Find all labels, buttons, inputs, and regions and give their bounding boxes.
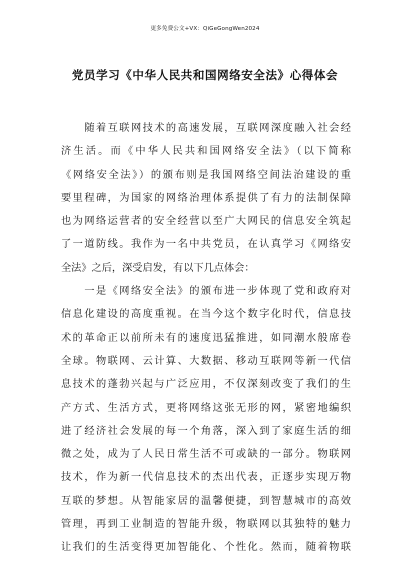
text-line: 技术，作为新一代信息技术的杰出代表，正逐步实现万物 [61, 472, 351, 484]
text-line: 济生活。而《中华人民共和国网络安全法》（以下简称 [61, 146, 351, 158]
document-title: 党员学习《中华人民共和国网络安全法》心得体会 [71, 68, 339, 82]
paragraph-2 [61, 280, 351, 560]
text-line: 了一道防线。我作为一名中共党员，在认真学习《网络安 [61, 239, 351, 251]
text-line: 让我们的生活变得更加智能化、个性化。然而，随着物联 [61, 542, 351, 554]
text-line: 术的革命正以前所未有的速度迅猛推进，如同潮水般席卷 [61, 332, 351, 344]
paragraph-1 [61, 117, 351, 280]
header-note: 更多免费公文+VX：QiGeGongWen2024 [150, 26, 260, 32]
text-line: 一是《网络安全法》的颁布进一步体现了党和政府对 [61, 286, 351, 298]
text-line: 微之处，成为了人民日常生活不可或缺的一部分。物联网 [61, 449, 351, 461]
text-line: 息技术的蓬勃兴起与广泛应用，不仅深刻改变了我们的生 [61, 379, 351, 391]
text-line: 产方式、生活方式，更将网络这张无形的网，紧密地编织 [61, 402, 351, 414]
text-line: 全球。物联网、云计算、大数据、移动互联网等新一代信 [61, 355, 351, 367]
text-line: 也为网络运营者的安全经营以至广大网民的信息安全筑起 [61, 216, 351, 228]
text-line: 《网络安全法》）的颁布则是我国网络空间法治建设的重 [61, 169, 351, 181]
text-line: 要里程碑，为国家的网络治理体系提供了有力的法制保障 [61, 192, 351, 204]
text-line: 随着互联网技术的高速发展，互联网深度融入社会经 [61, 123, 351, 134]
document-body [61, 117, 351, 560]
text-line: 信息化建设的高度重视。在当今这个数字化时代，信息技 [61, 309, 351, 321]
text-line: 进了经济社会发展的每一个角落，深入到了家庭生活的细 [61, 425, 351, 437]
text-line: 管理，再到工业制造的智能升级，物联网以其独特的魅力 [61, 519, 351, 531]
text-line: 全法》之后，深受启发，有以下几点体会： [61, 262, 255, 274]
text-line: 互联的梦想。从智能家居的温馨便捷，到智慧城市的高效 [61, 495, 351, 507]
